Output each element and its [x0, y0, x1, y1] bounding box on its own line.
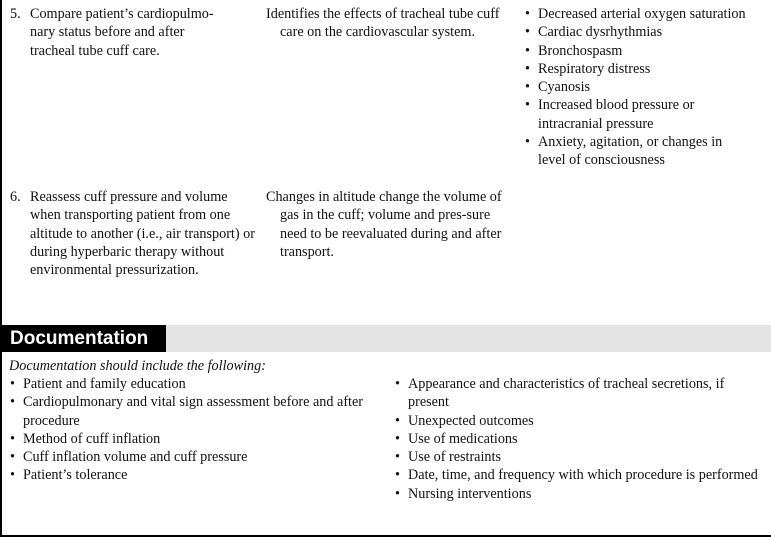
documentation-intro: Documentation should include the following: — [9, 358, 266, 374]
documentation-item: • Cardiopulmonary and vital sign assessment before and after procedure — [9, 393, 369, 430]
outcome-item: • Bronchospasm — [523, 42, 748, 60]
documentation-item: • Use of restraints — [394, 448, 759, 466]
step-rationale-text: Changes in altitude change the volume of gas in the cuff; volume and pres-sure need to be reevaluated during and after transport. — [266, 189, 502, 260]
documentation-list-right — [394, 375, 759, 503]
outcome-item: • Cardiac dysrhythmias — [523, 23, 748, 41]
documentation-item: • Nursing interventions — [394, 485, 759, 503]
documentation-item: • Use of medications — [394, 430, 759, 448]
outcome-list — [523, 5, 748, 170]
step-action-line: Compare patient’s cardiopulmo- — [30, 6, 214, 22]
documentation-item: • Appearance and characteristics of tracheal secretions, if present — [394, 375, 759, 412]
step-action — [10, 188, 260, 279]
step-action-line: tracheal tube cuff care. — [30, 42, 160, 59]
documentation-item: • Method of cuff inflation — [9, 430, 369, 448]
documentation-right-column — [394, 375, 764, 503]
step-action-text: Reassess cuff pressure and volume when transporting patient from one altitude to another (i.e., air transport) or during hyperbaric therapy without environmental pressurization. — [30, 189, 255, 279]
step-rationale-text: Identifies the effects of tracheal tube cuff care on the cardiovascular system. — [266, 6, 500, 41]
step-rationale — [266, 5, 511, 42]
outcome-item: • Decreased arterial oxygen saturation — [523, 5, 748, 23]
documentation-item: • Date, time, and frequency with which procedure is performed — [394, 466, 759, 484]
documentation-item: • Patient’s tolerance — [9, 466, 369, 484]
step-action-line: nary status before and after — [30, 24, 185, 41]
step-rationale — [266, 188, 511, 261]
documentation-header-band — [2, 325, 771, 352]
step-number: 6. — [10, 189, 21, 205]
outcome-item: • Respiratory distress — [523, 60, 748, 78]
outcome-item: • Increased blood pressure or intracranial pressure — [523, 96, 748, 133]
documentation-left-column — [9, 375, 379, 485]
documentation-title: Documentation — [2, 325, 166, 352]
outcome-item: • Anxiety, agitation, or changes in level of consciousness — [523, 133, 748, 170]
step-action — [10, 5, 260, 60]
documentation-item: • Cuff inflation volume and cuff pressure — [9, 448, 369, 466]
unexpected-outcomes — [523, 5, 771, 170]
documentation-list-left — [9, 375, 369, 485]
step-action-text — [30, 5, 260, 60]
outcome-item: • Cyanosis — [523, 78, 748, 96]
step-number: 5. — [10, 6, 21, 22]
documentation-item: • Unexpected outcomes — [394, 412, 759, 430]
documentation-item: • Patient and family education — [9, 375, 369, 393]
